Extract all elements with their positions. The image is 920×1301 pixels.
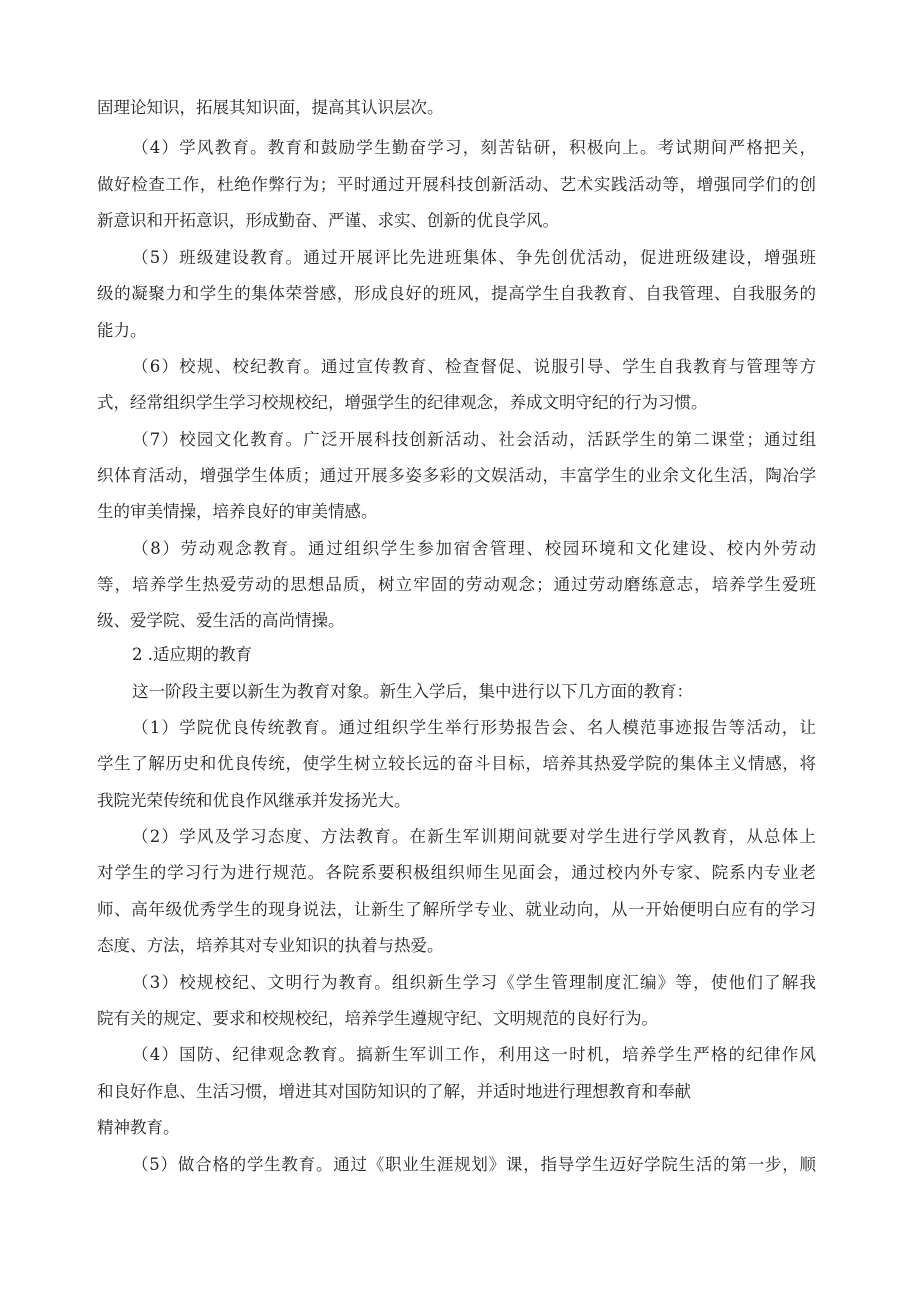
paragraph-line: （8）劳动观念教育。通过组织学生参加宿舍管理、校园环境和文化建设、校内外劳动 bbox=[132, 539, 816, 558]
paragraph-line: 能力。 bbox=[97, 321, 147, 340]
paragraph-line: 织体育活动，增强学生体质；通过开展多姿多彩的文娱活动，丰富学生的业余文化生活，陶冶学 bbox=[97, 466, 816, 485]
paragraph-line: （7）校园文化教育。广泛开展科技创新活动、社会活动，活跃学生的第二课堂；通过组 bbox=[132, 430, 816, 449]
paragraph-line: 这一阶段主要以新生为教育对象。新生入学后，集中进行以下几方面的教育： bbox=[132, 682, 693, 701]
paragraph-line: 和良好作息、生活习惯，增进其对国防知识的了解，并适时地进行理想教育和奉献 bbox=[97, 1082, 691, 1101]
paragraph-line: 新意识和开拓意识，形成勤奋、严谨、求实、创新的优良学风。 bbox=[97, 211, 559, 230]
paragraph-line: 生的审美情操，培养良好的审美情感。 bbox=[97, 502, 378, 521]
paragraph-line: 院有关的规定、要求和校规校纪，培养学生遵规守纪、文明规范的良好行为。 bbox=[97, 1009, 658, 1028]
paragraph-line: 学生了解历史和优良传统，使学生树立较长远的奋斗目标，培养其热爱学院的集体主义情感，将 bbox=[97, 754, 816, 773]
paragraph-line: 等，培养学生热爱劳动的思想品质，树立牢固的劳动观念；通过劳动磨练意志，培养学生爱班 bbox=[97, 575, 816, 594]
paragraph-line: 级、爱学院、爱生活的高尚情操。 bbox=[97, 611, 345, 630]
paragraph-line: 做好检查工作，杜绝作弊行为；平时通过开展科技创新活动、艺术实践活动等，增强同学们的创 bbox=[97, 175, 816, 194]
paragraph-line: （4）学风教育。教育和鼓励学生勤奋学习，刻苦钻研，积极向上。考试期间严格把关， bbox=[132, 138, 816, 157]
paragraph-line: 级的凝聚力和学生的集体荣誉感，形成良好的班风，提高学生自我教育、自我管理、自我服务的 bbox=[97, 284, 816, 303]
paragraph-line: （6）校规、校纪教育。通过宣传教育、检查督促、说服引导、学生自我教育与管理等方 bbox=[132, 357, 816, 376]
paragraph-line: （1）学院优良传统教育。通过组织学生举行形势报告会、名人模范事迹报告等活动，让 bbox=[132, 718, 816, 737]
paragraph-line: （5）做合格的学生教育。通过《职业生涯规划》课，指导学生迈好学院生活的第一步，顺 bbox=[132, 1155, 816, 1174]
paragraph-line: （2）学风及学习态度、方法教育。在新生军训期间就要对学生进行学风教育，从总体上 bbox=[132, 827, 816, 846]
paragraph-line: 精神教育。 bbox=[97, 1118, 180, 1137]
paragraph-line: （5）班级建设教育。通过开展评比先进班集体、争先创优活动，促进班级建设，增强班 bbox=[132, 248, 816, 267]
paragraph-line: （4）国防、纪律观念教育。搞新生军训工作，利用这一时机，培养学生严格的纪律作风 bbox=[132, 1045, 816, 1064]
paragraph-line: 态度、方法，培养其对专业知识的执着与热爱。 bbox=[97, 936, 444, 955]
paragraph-line: 对学生的学习行为进行规范。各院系要积极组织师生见面会，通过校内外专家、院系内专业老 bbox=[97, 863, 816, 882]
paragraph-line: 我院光荣传统和优良作风继承并发扬光大。 bbox=[97, 791, 411, 810]
paragraph-line: 式，经常组织学生学习校规校纪，增强学生的纪律观念，养成文明守纪的行为习惯。 bbox=[97, 393, 708, 412]
paragraph-line: （3）校规校纪、文明行为教育。组织新生学习《学生管理制度汇编》等，使他们了解我 bbox=[132, 973, 816, 992]
paragraph-line: 师、高年级优秀学生的现身说法，让新生了解所学专业、就业动向，从一开始便明白应有的学习 bbox=[97, 900, 816, 919]
section-heading: 2 .适应期的教育 bbox=[132, 645, 252, 664]
paragraph-line: 固理论知识，拓展其知识面，提高其认识层次。 bbox=[97, 98, 444, 117]
